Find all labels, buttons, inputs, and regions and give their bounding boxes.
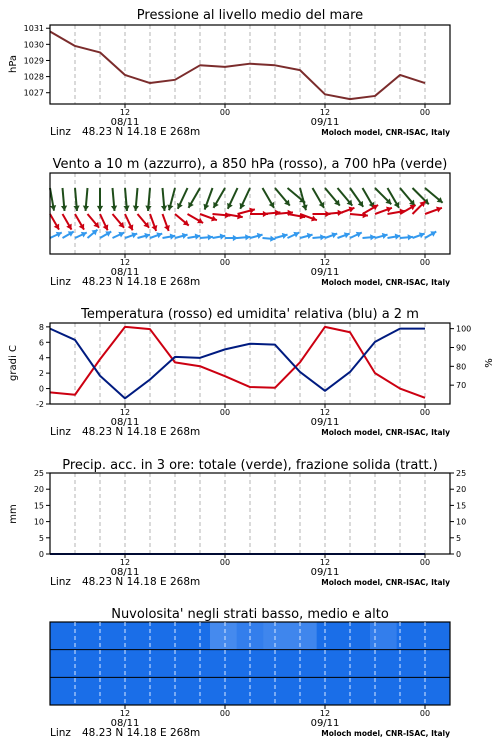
- location-coordinates: 48.23 N 14.18 E 268m: [82, 276, 201, 288]
- wind-10m-arrow: [50, 232, 62, 238]
- wind-10m-arrow: [200, 234, 213, 240]
- location-coordinates: 48.23 N 14.18 E 268m: [82, 126, 201, 138]
- wind-700hpa-arrow: [145, 188, 151, 211]
- location-coordinates: 48.23 N 14.18 E 268m: [82, 576, 201, 588]
- cloud-cell: [130, 677, 157, 705]
- pressure-y-tick-label: 1028: [23, 72, 44, 82]
- humidity-y-axis-label: %: [484, 358, 495, 368]
- cloud-cell: [370, 650, 397, 678]
- wind-10m-arrow: [275, 233, 288, 239]
- cloud-cell: [263, 650, 290, 678]
- precipitation-chart-title: Precip. acc. in 3 ore: totale (verde), frazione solida (tratt.): [62, 458, 438, 473]
- x-tick-label: 00: [219, 258, 231, 267]
- date-label: 09/11: [310, 267, 340, 278]
- arrow-head: [133, 206, 139, 211]
- wind-700hpa-arrow: [83, 188, 89, 211]
- wind-10m-arrow: [250, 233, 263, 239]
- cloud-cell: [423, 677, 450, 705]
- x-tick-label: 12: [119, 558, 131, 567]
- cloud-cell: [103, 650, 130, 678]
- wind-10m-arrow: [63, 231, 74, 238]
- wind-850hpa-arrow: [338, 207, 355, 214]
- arrow-head: [208, 234, 213, 240]
- wind-10m-arrow: [88, 230, 98, 238]
- wind-850hpa-arrow: [150, 214, 157, 231]
- pressure-chart-title: Pressione al livello medio del mare: [136, 8, 364, 23]
- x-tick-label: 12: [319, 709, 331, 718]
- wind-10m-arrow: [313, 234, 326, 240]
- wind-850hpa-arrow: [163, 214, 170, 231]
- wind-700hpa-arrow: [240, 188, 250, 209]
- plot-frame: [50, 323, 450, 404]
- x-tick-label: 00: [419, 258, 431, 267]
- precip-y-right-tick-label: 10: [456, 517, 467, 527]
- precip-y-left-tick-label: 20: [33, 485, 44, 495]
- wind-700hpa-arrow: [213, 188, 225, 208]
- wind-850hpa-arrow: [425, 207, 442, 214]
- wind-10m-arrow: [75, 232, 87, 238]
- cloud-cell: [397, 650, 424, 678]
- model-credit: Moloch model, CNR-ISAC, Italy: [321, 278, 450, 287]
- wind-700hpa-arrow: [73, 188, 79, 211]
- wind-850hpa-arrow: [363, 205, 379, 214]
- wind-700hpa-arrow: [177, 188, 187, 209]
- precip-y-left-tick-label: 25: [33, 469, 44, 478]
- arrow-head: [408, 234, 413, 240]
- wind-700hpa-arrow: [275, 188, 290, 206]
- arrow-head: [83, 206, 89, 211]
- wind-700hpa-arrow: [325, 188, 340, 206]
- cloud-cell: [397, 677, 424, 705]
- wind-700hpa-arrow: [227, 188, 237, 209]
- temperature-line: [50, 327, 425, 398]
- precip-y-left-tick-label: 15: [33, 501, 44, 511]
- date-label: 09/11: [310, 718, 340, 729]
- wind-850hpa-arrow: [175, 214, 189, 226]
- wind-10m-arrow: [288, 232, 300, 238]
- date-label: 08/11: [110, 567, 140, 578]
- x-tick-label: 00: [419, 709, 431, 718]
- model-credit: Moloch model, CNR-ISAC, Italy: [321, 128, 450, 137]
- cloud-cell: [290, 622, 317, 650]
- wind-700hpa-arrow: [133, 188, 139, 211]
- humidity-y-tick-label: 100: [456, 324, 472, 334]
- wind-850hpa-arrow: [100, 214, 108, 230]
- cloud-cell: [50, 622, 77, 650]
- cloud-cell: [290, 677, 317, 705]
- wind-700hpa-arrow: [203, 188, 212, 210]
- date-label: 09/11: [310, 567, 340, 578]
- precip-y-right-tick-label: 20: [456, 485, 467, 495]
- wind-700hpa-arrow: [388, 188, 400, 208]
- pressure-y-tick-label: 1027: [23, 88, 44, 98]
- wind-10m-arrow: [100, 231, 111, 238]
- pressure-y-tick-label: 1029: [23, 56, 44, 66]
- cloud-cell: [183, 650, 210, 678]
- location-coordinates: 48.23 N 14.18 E 268m: [82, 727, 201, 739]
- temperature-chart-title: Temperatura (rosso) ed umidita' relativa (blu) a 2 m: [81, 307, 419, 322]
- arrow-head: [111, 206, 117, 211]
- cloud-cell: [317, 650, 344, 678]
- temperature-y-axis-label: gradi C: [8, 345, 19, 381]
- cloud-cell: [397, 622, 424, 650]
- temperature-y-tick-label: 8: [38, 322, 44, 332]
- cloud-cell: [317, 622, 344, 650]
- wind-700hpa-arrow: [263, 188, 275, 208]
- arrow-head: [123, 206, 129, 211]
- date-label: 08/11: [110, 267, 140, 278]
- humidity-y-tick-label: 90: [456, 343, 467, 353]
- wind-850hpa-arrow: [50, 214, 59, 230]
- precip-y-right-tick-label: 0: [456, 550, 462, 559]
- location-city: Linz: [50, 727, 71, 739]
- wind-850hpa-arrow: [188, 214, 204, 223]
- cloud-cell: [103, 622, 130, 650]
- wind-10m-arrow: [388, 234, 401, 240]
- wind-850hpa-arrow: [113, 214, 125, 228]
- model-credit: Moloch model, CNR-ISAC, Italy: [321, 578, 450, 587]
- wind-10m-arrow: [363, 234, 376, 240]
- wind-10m-arrow: [138, 233, 151, 239]
- pressure-y-tick-label: 1031: [23, 24, 44, 34]
- wind-700hpa-arrow: [167, 188, 175, 210]
- wind-10m-arrow: [175, 233, 188, 239]
- date-label: 09/11: [310, 117, 340, 128]
- cloud-cell: [157, 677, 184, 705]
- x-tick-label: 12: [119, 108, 131, 117]
- x-tick-label: 12: [119, 258, 131, 267]
- wind-850hpa-arrow: [75, 214, 84, 230]
- cloud-cell: [210, 677, 237, 705]
- model-credit: Moloch model, CNR-ISAC, Italy: [321, 428, 450, 437]
- wind-700hpa-arrow: [400, 188, 415, 206]
- cloud-cell: [210, 650, 237, 678]
- wind-10m-arrow: [375, 233, 388, 239]
- arrow-head: [73, 206, 79, 211]
- model-credit: Moloch model, CNR-ISAC, Italy: [321, 729, 450, 738]
- cloud-cell: [130, 650, 157, 678]
- x-tick-label: 00: [419, 408, 431, 417]
- wind-850hpa-arrow: [63, 214, 72, 230]
- wind-700hpa-arrow: [313, 188, 325, 208]
- pressure-line: [50, 31, 425, 99]
- precip-y-left-tick-label: 10: [33, 517, 44, 527]
- date-label: 08/11: [110, 117, 140, 128]
- arrow-head: [61, 206, 67, 211]
- x-tick-label: 12: [319, 408, 331, 417]
- wind-10m-arrow: [238, 234, 251, 240]
- wind-850hpa-arrow: [88, 214, 100, 228]
- precip-y-left-tick-label: 5: [38, 533, 44, 543]
- wind-700hpa-arrow: [50, 188, 56, 211]
- wind-10m-arrow: [413, 232, 425, 238]
- wind-10m-arrow: [350, 232, 362, 238]
- wind-10m-arrow: [400, 234, 413, 240]
- x-tick-label: 00: [219, 558, 231, 567]
- temperature-y-tick-label: -2: [36, 400, 44, 409]
- date-label: 08/11: [110, 417, 140, 428]
- pressure-y-tick-label: 1030: [23, 40, 44, 50]
- cloud-cell: [370, 622, 397, 650]
- cloud-cell: [183, 677, 210, 705]
- cloud-cell: [157, 622, 184, 650]
- x-tick-label: 00: [219, 108, 231, 117]
- precipitation-y-axis-label: mm: [8, 504, 19, 524]
- cloud-cell: [317, 677, 344, 705]
- precip-y-right-tick-label: 25: [456, 469, 467, 478]
- location-city: Linz: [50, 276, 71, 288]
- cloud-cell: [183, 622, 210, 650]
- wind-10m-arrow: [163, 234, 176, 240]
- cloud-cell: [423, 650, 450, 678]
- location-city: Linz: [50, 426, 71, 438]
- temperature-y-tick-label: 4: [38, 353, 44, 363]
- wind-10m-arrow: [225, 235, 238, 241]
- wind-10m-arrow: [125, 232, 137, 238]
- arrow-head: [233, 235, 238, 241]
- humidity-y-tick-label: 80: [456, 362, 467, 372]
- precip-y-right-tick-label: 15: [456, 501, 467, 511]
- cloud-cell: [210, 622, 237, 650]
- wind-10m-arrow: [188, 234, 201, 240]
- wind-700hpa-arrow: [123, 188, 129, 211]
- cloud-cell: [263, 677, 290, 705]
- cloud-cell: [130, 622, 157, 650]
- wind-10m-arrow: [263, 236, 276, 242]
- cloud-cell: [423, 622, 450, 650]
- cloud-cell: [370, 677, 397, 705]
- date-label: 08/11: [110, 718, 140, 729]
- x-tick-label: 00: [419, 108, 431, 117]
- cloud-cell: [103, 677, 130, 705]
- x-tick-label: 00: [419, 558, 431, 567]
- x-tick-label: 12: [319, 558, 331, 567]
- cloud-cell: [50, 650, 77, 678]
- pressure-y-axis-label: hPa: [8, 54, 19, 74]
- location-coordinates: 48.23 N 14.18 E 268m: [82, 426, 201, 438]
- x-tick-label: 12: [119, 709, 131, 718]
- cloud-cell: [50, 677, 77, 705]
- wind-700hpa-arrow: [111, 188, 117, 211]
- date-label: 09/11: [310, 417, 340, 428]
- temperature-y-tick-label: 6: [38, 338, 44, 348]
- wind-10m-arrow: [113, 232, 125, 238]
- humidity-y-tick-label: 70: [456, 381, 467, 391]
- x-tick-label: 00: [219, 709, 231, 718]
- temperature-y-tick-label: 2: [38, 369, 44, 379]
- x-tick-label: 00: [219, 408, 231, 417]
- x-tick-label: 12: [319, 108, 331, 117]
- cloud-cell: [263, 622, 290, 650]
- wind-850hpa-arrow: [125, 214, 133, 230]
- x-tick-label: 12: [119, 408, 131, 417]
- cloud-cell: [157, 650, 184, 678]
- cloud-cell: [343, 622, 370, 650]
- arrow-head: [161, 206, 167, 211]
- arrow-head: [97, 206, 103, 211]
- temperature-y-tick-label: 0: [38, 384, 44, 394]
- wind-700hpa-arrow: [161, 188, 167, 211]
- cloud-cell: [343, 677, 370, 705]
- wind-10m-arrow: [150, 232, 162, 238]
- cloud-cell: [290, 650, 317, 678]
- plot-frame: [50, 473, 450, 554]
- arrow-head: [145, 206, 151, 211]
- location-city: Linz: [50, 126, 71, 138]
- cloud-chart-title: Nuvolosita' negli strati basso, medio e alto: [111, 607, 389, 622]
- wind-850hpa-arrow: [138, 214, 150, 228]
- location-city: Linz: [50, 576, 71, 588]
- precip-y-left-tick-label: 0: [38, 550, 44, 559]
- x-tick-label: 12: [319, 258, 331, 267]
- wind-700hpa-arrow: [413, 188, 429, 204]
- precip-y-right-tick-label: 5: [456, 533, 462, 543]
- wind-10m-arrow: [338, 232, 350, 238]
- cloud-cell: [343, 650, 370, 678]
- wind-10m-arrow: [425, 231, 436, 238]
- wind-700hpa-arrow: [97, 188, 103, 211]
- wind-chart-title: Vento a 10 m (azzurro), a 850 hPa (rosso), a 700 hPa (verde): [52, 157, 448, 172]
- wind-700hpa-arrow: [61, 188, 67, 211]
- wind-700hpa-arrow: [188, 188, 200, 208]
- wind-10m-arrow: [300, 233, 313, 239]
- wind-10m-arrow: [213, 234, 226, 240]
- wind-10m-arrow: [325, 232, 337, 238]
